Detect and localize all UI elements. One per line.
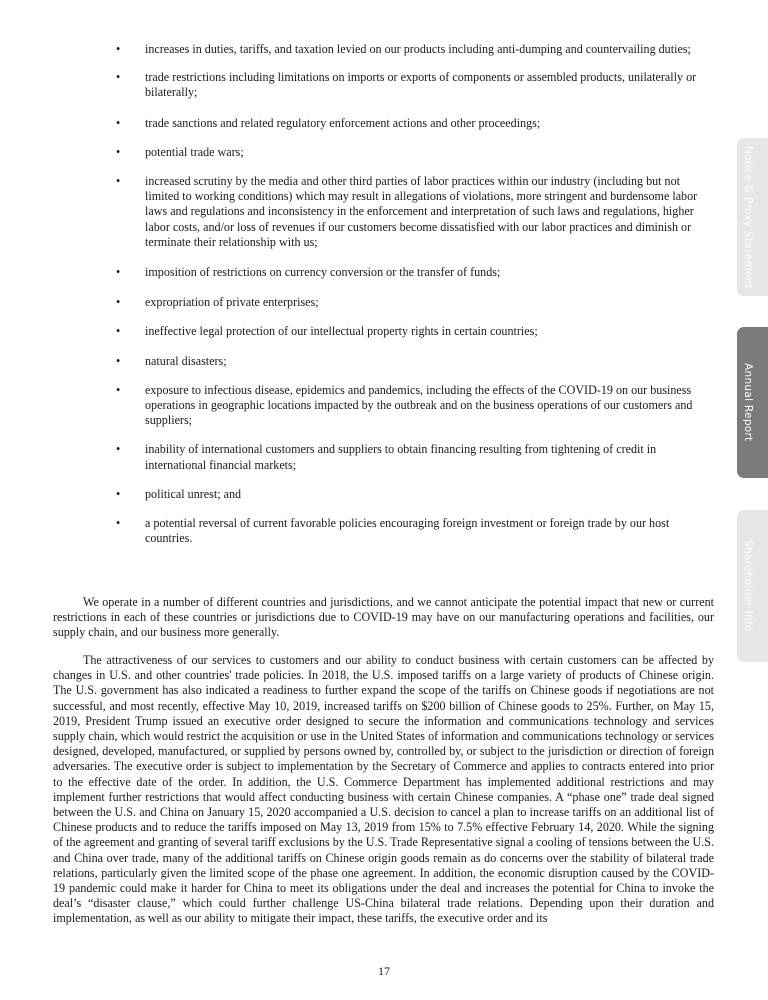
list-item-text: exposure to infectious disease, epidemics and pandemics, including the effects of the COVID-19 on our business operations in geographic locations impacted by the outbreak and on the business operations of our customers and suppliers;	[145, 382, 693, 428]
list-item	[82, 516, 714, 546]
body-paragraph: The attractiveness of our services to customers and our ability to conduct business with certain customers can be affected by changes in U.S. and other countries' trade policies. In 2018, the U.S. imposed tariffs on a large variety of products of Chinese origin. The U.S. government has also indicated a readiness to further expand the scope of the tariffs on Chinese goods if negotiations are not successful, and most recently, effective May 10, 2019, increased tariffs on $200 billion of Chinese goods to 25%. Further, on May 15, 2019, President Trump issued an executive order designed to secure the information and communications technology and services supply chain, which would restrict the acquisition or use in the United States of information and communications technology or services designed, developed, manufactured, or supplied by persons owned by, controlled by, or subject to the jurisdiction or direction of foreign adversaries. The executive order is subject to implementation by the Secretary of Commerce and applies to contracts entered into prior to the effective date of the order. In addition, the U.S. Commerce Department has implemented additional restrictions and may implement further restrictions that would affect conducting business with certain Chinese companies. A “phase one” trade deal signed between the U.S. and China on January 15, 2020 accompanied a U.S. decision to cancel a plan to increase tariffs on an additional list of Chinese products and to reduce the tariffs imposed on May 13, 2019 from 15% to 7.5% effective February 14, 2020. While the signing of the agreement and granting of several tariff exclusions by the U.S. Trade Representative signal a cooling of tensions between the U.S. and China over trade, many of the additional tariffs on Chinese origin goods remain as do concerns over the stability of bilateral trade relations, particularly given the limited scope of the phase one agreement. In addition, the economic disruption caused by the COVID-19 pandemic could make it harder for China to meet its obligations under the deal and increases the potential for China to invoke the deal’s “disaster clause,” which could further challenge US-China bilateral trade relations. Depending upon their duration and implementation, as well as our ability to mitigate their impact, these tariffs, the executive order and its	[53, 653, 714, 926]
list-item	[82, 116, 714, 131]
list-item	[82, 324, 714, 339]
list-item-text: trade sanctions and related regulatory enforcement actions and other proceedings;	[145, 115, 541, 130]
bullet-icon: •	[116, 70, 121, 85]
list-item-text: expropriation of private enterprises;	[145, 295, 319, 310]
list-item-text: natural disasters;	[145, 353, 227, 368]
list-item	[82, 42, 714, 57]
bullet-icon: •	[116, 353, 121, 368]
list-item	[82, 145, 714, 160]
list-item	[82, 442, 714, 472]
list-item-text: trade restrictions including limitations on imports or exports of components or assembled products, unilaterally or bilaterally;	[145, 70, 697, 100]
list-item-text: increases in duties, tariffs, and taxation levied on our products including anti-dumping and countervailing duties;	[145, 42, 691, 56]
page-number: 17	[378, 964, 390, 978]
body-paragraph: We operate in a number of different countries and jurisdictions, and we cannot anticipate the potential impact that new or current restrictions in each of these countries or jurisdictions due to COVID-19 may have on our manufacturing operations and facilities, our supply chain, and our business more generally.	[53, 595, 714, 640]
side-tab-label: Notice & Proxy Statement	[742, 145, 754, 289]
side-tab-annual-report[interactable]	[737, 327, 768, 478]
bullet-icon: •	[116, 42, 121, 56]
list-item-text: imposition of restrictions on currency conversion or the transfer of funds;	[145, 265, 501, 280]
risk-factor-list	[82, 42, 714, 546]
bullet-icon: •	[116, 115, 121, 130]
bullet-icon: •	[116, 382, 121, 397]
bullet-icon: •	[116, 174, 121, 189]
bullet-icon: •	[116, 295, 121, 310]
bullet-icon: •	[116, 516, 121, 531]
list-item	[82, 383, 714, 429]
list-item	[82, 174, 714, 250]
list-item-text: ineffective legal protection of our intellectual property rights in certain countries;	[145, 324, 538, 339]
bullet-icon: •	[116, 144, 121, 159]
side-tab-label: Annual Report	[742, 363, 754, 442]
list-item-text: inability of international customers and suppliers to obtain financing resulting from tightening of credit in international financial markets;	[145, 442, 657, 472]
side-tab-shareholder-info[interactable]	[737, 510, 768, 662]
list-item	[82, 70, 714, 100]
list-item	[82, 354, 714, 369]
list-item	[82, 265, 714, 280]
bullet-icon: •	[116, 265, 121, 280]
list-item-text: political unrest; and	[145, 486, 242, 501]
side-tab-label: Shareholder Info	[742, 540, 754, 632]
list-item-text: potential trade wars;	[145, 144, 244, 159]
bullet-icon: •	[116, 442, 121, 457]
bullet-icon: •	[116, 324, 121, 339]
list-item-text: a potential reversal of current favorable policies encouraging foreign investment or foreign trade by our host countries.	[145, 516, 670, 546]
bullet-icon: •	[116, 486, 121, 501]
list-item-text: increased scrutiny by the media and other third parties of labor practices within our industry (including but not limited to working conditions) which may result in allegations of violations, more stringent and burdensome labor laws and regulations and inconsistency in the enforcement and interpretation of such laws and regulations, higher labor costs, and/or loss of revenues if our customers become dissatisfied with our labor practices and diminish or terminate their relationship with us;	[145, 174, 698, 249]
list-item	[82, 295, 714, 310]
list-item	[82, 487, 714, 502]
side-tab-notice-proxy-statement[interactable]	[737, 138, 768, 296]
